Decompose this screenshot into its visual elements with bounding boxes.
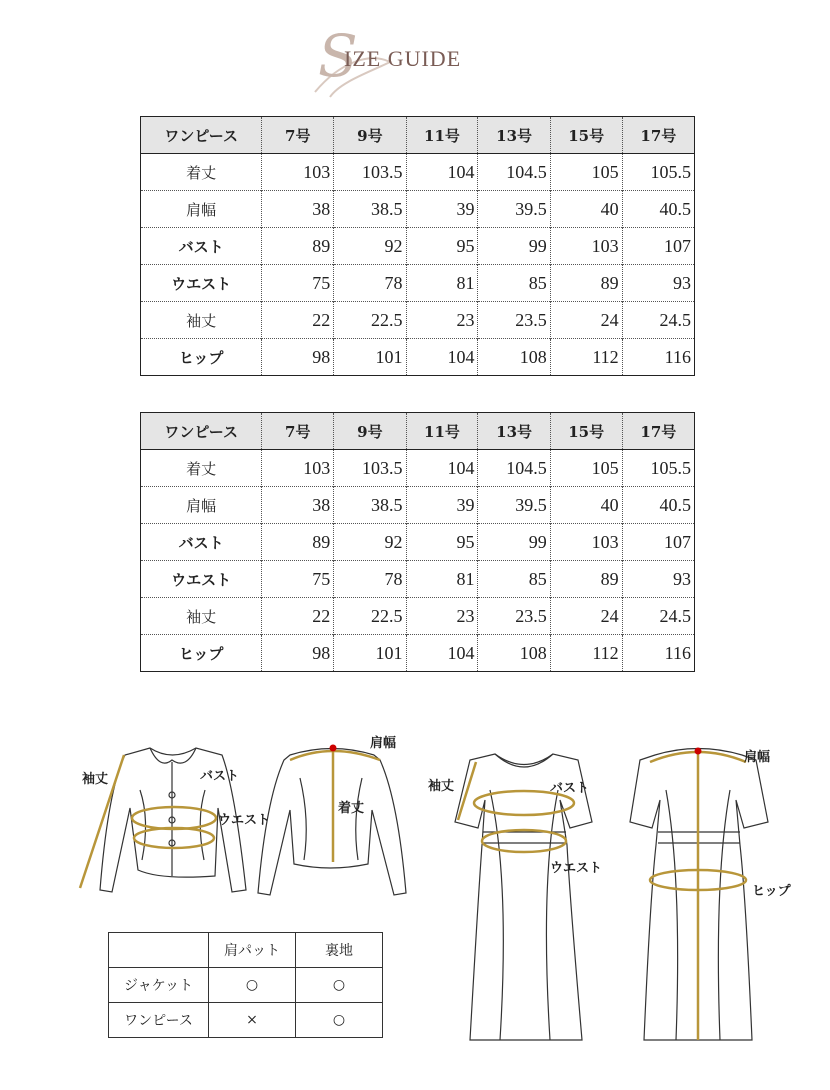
table-cell: 116 [622, 339, 694, 376]
table-cell: 116 [622, 635, 694, 672]
table-header-cell: 13号 [478, 413, 550, 450]
table-cell: ○ [209, 968, 296, 1003]
table-header-cell: 17号 [622, 117, 694, 154]
table-cell: ○ [296, 1003, 383, 1038]
table-cell: 93 [622, 561, 694, 598]
table-cell: 101 [334, 339, 406, 376]
table-cell: 108 [478, 339, 550, 376]
table-cell: 23.5 [478, 302, 550, 339]
table-header-cell: ワンピース [141, 117, 262, 154]
table-cell: 39.5 [478, 487, 550, 524]
table-cell: 89 [262, 524, 334, 561]
row-label: ウエスト [141, 561, 262, 598]
row-label: 袖丈 [141, 302, 262, 339]
row-label: ウエスト [141, 265, 262, 302]
jacket-shoulder-label: 肩幅 [370, 736, 397, 751]
table-cell: 99 [478, 228, 550, 265]
table-header-cell: 11号 [406, 117, 478, 154]
jacket-waist-label: ウエスト [218, 813, 271, 828]
dress-front-icon [455, 754, 592, 1040]
table-cell: 38 [262, 191, 334, 228]
page-title: IZE GUIDE [344, 46, 462, 71]
table-header-cell: ワンピース [141, 413, 262, 450]
table-cell: 105 [550, 450, 622, 487]
table-cell: 38.5 [334, 487, 406, 524]
table-cell: 24 [550, 598, 622, 635]
jacket-sleeve-label: 袖丈 [82, 772, 109, 787]
table-cell: 75 [262, 265, 334, 302]
dress-waist-ellipse [482, 830, 566, 852]
table-cell: 104 [406, 339, 478, 376]
table-cell: 40 [550, 191, 622, 228]
table-header-cell: 15号 [550, 117, 622, 154]
dress-hip-label: ヒップ [752, 884, 791, 899]
table-cell: 103 [550, 524, 622, 561]
row-label: バスト [141, 228, 262, 265]
row-label: 着丈 [141, 154, 262, 191]
jacket-bust-label: バスト [200, 769, 240, 784]
table-cell: 81 [406, 265, 478, 302]
table-cell: 22 [262, 302, 334, 339]
table-cell: 24 [550, 302, 622, 339]
table-cell: 38.5 [334, 191, 406, 228]
table-header-cell: 17号 [622, 413, 694, 450]
table-cell: 85 [478, 265, 550, 302]
table-cell: 22 [262, 598, 334, 635]
table-row [109, 1003, 383, 1038]
table-cell: × [209, 1003, 296, 1038]
table-cell: 112 [550, 635, 622, 672]
table-cell: 103.5 [334, 154, 406, 191]
dress-shoulder-label: 肩幅 [744, 750, 771, 765]
table-cell: 101 [334, 635, 406, 672]
row-label: 着丈 [141, 450, 262, 487]
table-header-cell: 9号 [334, 413, 406, 450]
row-label: 袖丈 [141, 598, 262, 635]
table-cell: 40.5 [622, 191, 694, 228]
table-cell: 23 [406, 302, 478, 339]
table-cell: 95 [406, 524, 478, 561]
table-cell: 103 [262, 154, 334, 191]
feature-table [108, 932, 383, 1038]
table-header-cell: 7号 [262, 117, 334, 154]
table-cell: 104 [406, 635, 478, 672]
row-label: ジャケット [109, 968, 209, 1003]
dress-shoulder-marker-icon [695, 748, 702, 755]
table-cell: 93 [622, 265, 694, 302]
table-header-cell: 肩パット [209, 933, 296, 968]
table-cell: 22.5 [334, 598, 406, 635]
dress-sleeve-label: 袖丈 [428, 779, 455, 794]
table-header-cell: 15号 [550, 413, 622, 450]
table-cell: 24.5 [622, 302, 694, 339]
table-header-cell: 11号 [406, 413, 478, 450]
table-cell: 39 [406, 487, 478, 524]
table-cell: 103 [550, 228, 622, 265]
table-cell: 78 [334, 561, 406, 598]
table-header-cell [109, 933, 209, 968]
row-label: 肩幅 [141, 487, 262, 524]
table-cell: 23.5 [478, 598, 550, 635]
table-cell: 99 [478, 524, 550, 561]
table-cell: 40.5 [622, 487, 694, 524]
table-cell: 85 [478, 561, 550, 598]
table-cell: 105.5 [622, 450, 694, 487]
table-header-cell: 裏地 [296, 933, 383, 968]
dress-bust-label: バスト [550, 781, 590, 796]
table-cell: 22.5 [334, 302, 406, 339]
row-label: 肩幅 [141, 191, 262, 228]
table-cell: 78 [334, 265, 406, 302]
row-label: ヒップ [141, 635, 262, 672]
table-cell: 107 [622, 228, 694, 265]
table-row [109, 968, 383, 1003]
row-label: ワンピース [109, 1003, 209, 1038]
table-cell: 38 [262, 487, 334, 524]
table-cell: ○ [296, 968, 383, 1003]
table-cell: 39 [406, 191, 478, 228]
table-cell: 98 [262, 339, 334, 376]
table-cell: 95 [406, 228, 478, 265]
table-header-row [109, 933, 383, 968]
table-cell: 104 [406, 154, 478, 191]
table-cell: 108 [478, 635, 550, 672]
table-cell: 75 [262, 561, 334, 598]
table-cell: 104.5 [478, 154, 550, 191]
table-cell: 89 [550, 265, 622, 302]
table-cell: 105.5 [622, 154, 694, 191]
table-cell: 98 [262, 635, 334, 672]
table-header-cell: 13号 [478, 117, 550, 154]
logo-initial: S [318, 22, 358, 90]
table-cell: 112 [550, 339, 622, 376]
table-cell: 92 [334, 228, 406, 265]
table-cell: 40 [550, 487, 622, 524]
table-cell: 104 [406, 450, 478, 487]
shoulder-marker-icon [330, 745, 337, 752]
table-header-cell: 9号 [334, 117, 406, 154]
table-cell: 23 [406, 598, 478, 635]
row-label: バスト [141, 524, 262, 561]
table-header-cell: 7号 [262, 413, 334, 450]
table-cell: 24.5 [622, 598, 694, 635]
table-cell: 104.5 [478, 450, 550, 487]
table-cell: 103.5 [334, 450, 406, 487]
table-cell: 89 [550, 561, 622, 598]
table-cell: 107 [622, 524, 694, 561]
table-cell: 81 [406, 561, 478, 598]
table-cell: 39.5 [478, 191, 550, 228]
dress-waist-label: ウエスト [550, 861, 603, 876]
table-cell: 103 [262, 450, 334, 487]
jacket-length-label: 着丈 [338, 801, 365, 816]
table-cell: 105 [550, 154, 622, 191]
row-label: ヒップ [141, 339, 262, 376]
table-cell: 89 [262, 228, 334, 265]
table-cell: 92 [334, 524, 406, 561]
